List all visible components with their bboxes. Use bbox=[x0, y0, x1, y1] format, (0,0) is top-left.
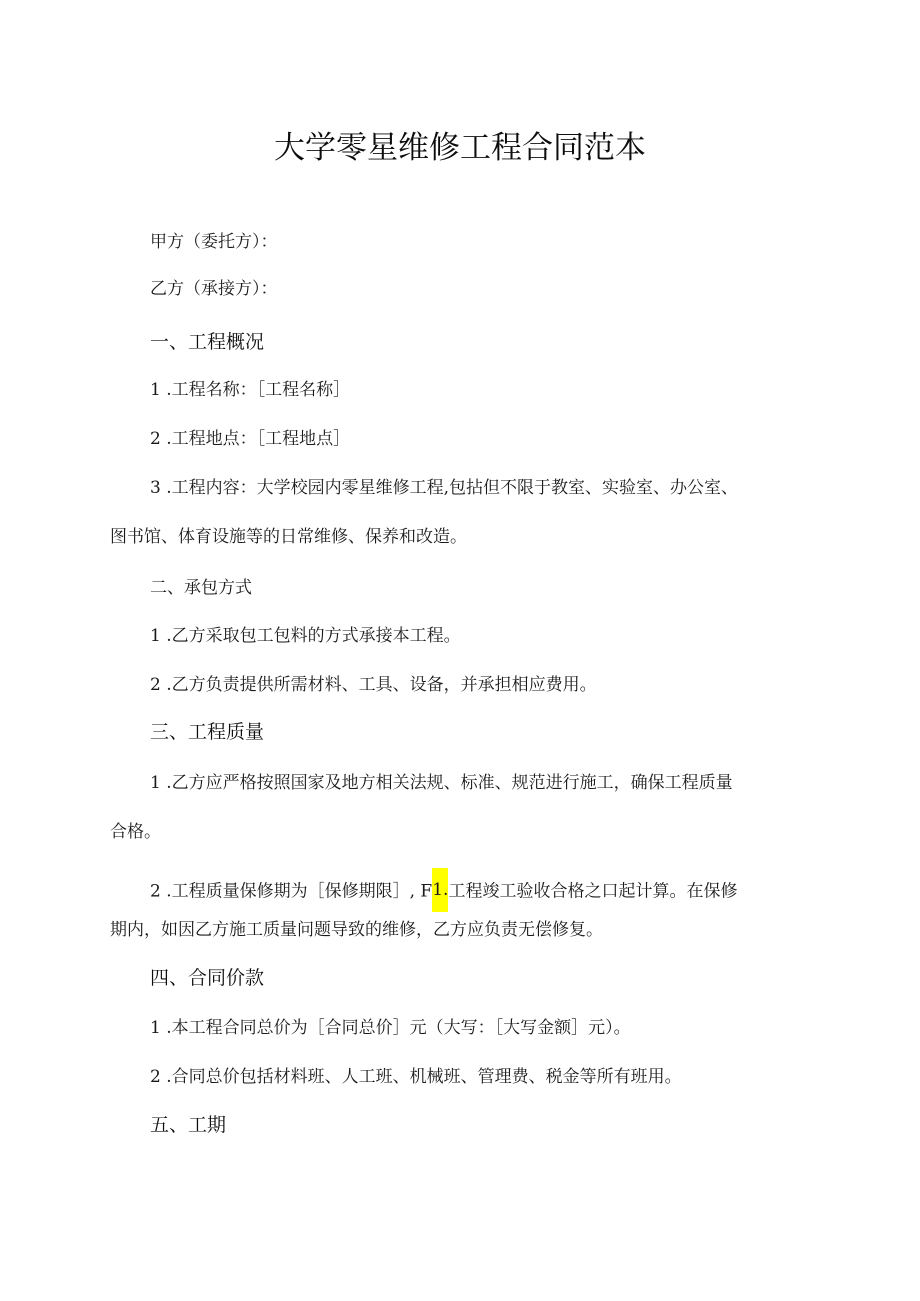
section-1-heading: 一、工程概况 bbox=[150, 331, 265, 353]
section-3-item-1: 1 .乙方应严格按照国家及地方相关法规、标准、规范进行施工，确保工程质量 bbox=[150, 773, 733, 793]
party-b-line: 乙方（承接方）： bbox=[150, 279, 278, 299]
section-4-item-1: 1 .本工程合同总价为［合同总价］元（大写：［大写金额］元）。 bbox=[150, 1018, 631, 1038]
section-5-heading: 五、工期 bbox=[150, 1114, 227, 1136]
section-1-item-3-cont: 图书馆、体育设施等的日常维修、保养和改造。 bbox=[110, 527, 467, 547]
section-3-item-2-text-b: 工程竣工验收合格之口起计算。在保修 bbox=[448, 881, 738, 902]
section-1-item-3: 3 .工程内容：大学校园内零星维修工程,包拈但不限于教室、实验室、办公室、 bbox=[150, 478, 739, 498]
section-1-item-1: 1 .工程名称：［工程名称］ bbox=[150, 380, 351, 400]
section-3-item-2-cont: 期内，如因乙方施工质量问题导致的维修，乙方应负责无偿修复。 bbox=[110, 920, 603, 940]
party-a-line: 甲方（委托方）： bbox=[150, 232, 278, 252]
highlight-mark: 1. bbox=[432, 868, 448, 912]
section-2-item-1: 1 .乙方采取包工包料的方式承接本工程。 bbox=[150, 626, 461, 646]
section-1-item-2: 2 .工程地点：［工程地点］ bbox=[150, 429, 351, 449]
section-3-heading: 三、工程质量 bbox=[150, 721, 265, 743]
section-4-item-2: 2 .合同总价包括材料班、人工班、机械班、管理费、税金等所有班用。 bbox=[150, 1067, 682, 1087]
document-title: 大学零星维修工程合同范本 bbox=[274, 130, 646, 166]
section-2-heading: 二、承包方式 bbox=[150, 578, 252, 598]
section-4-heading: 四、合同价款 bbox=[150, 967, 265, 989]
section-3-item-2-text-a: 2 .工程质量保修期为［保修期限］, F bbox=[150, 881, 433, 902]
section-3-item-2 bbox=[150, 870, 737, 914]
section-2-item-2: 2 .乙方负责提供所需材料、工具、设备，并承担相应费用。 bbox=[150, 675, 597, 695]
section-3-item-1-cont: 合格。 bbox=[110, 822, 161, 842]
